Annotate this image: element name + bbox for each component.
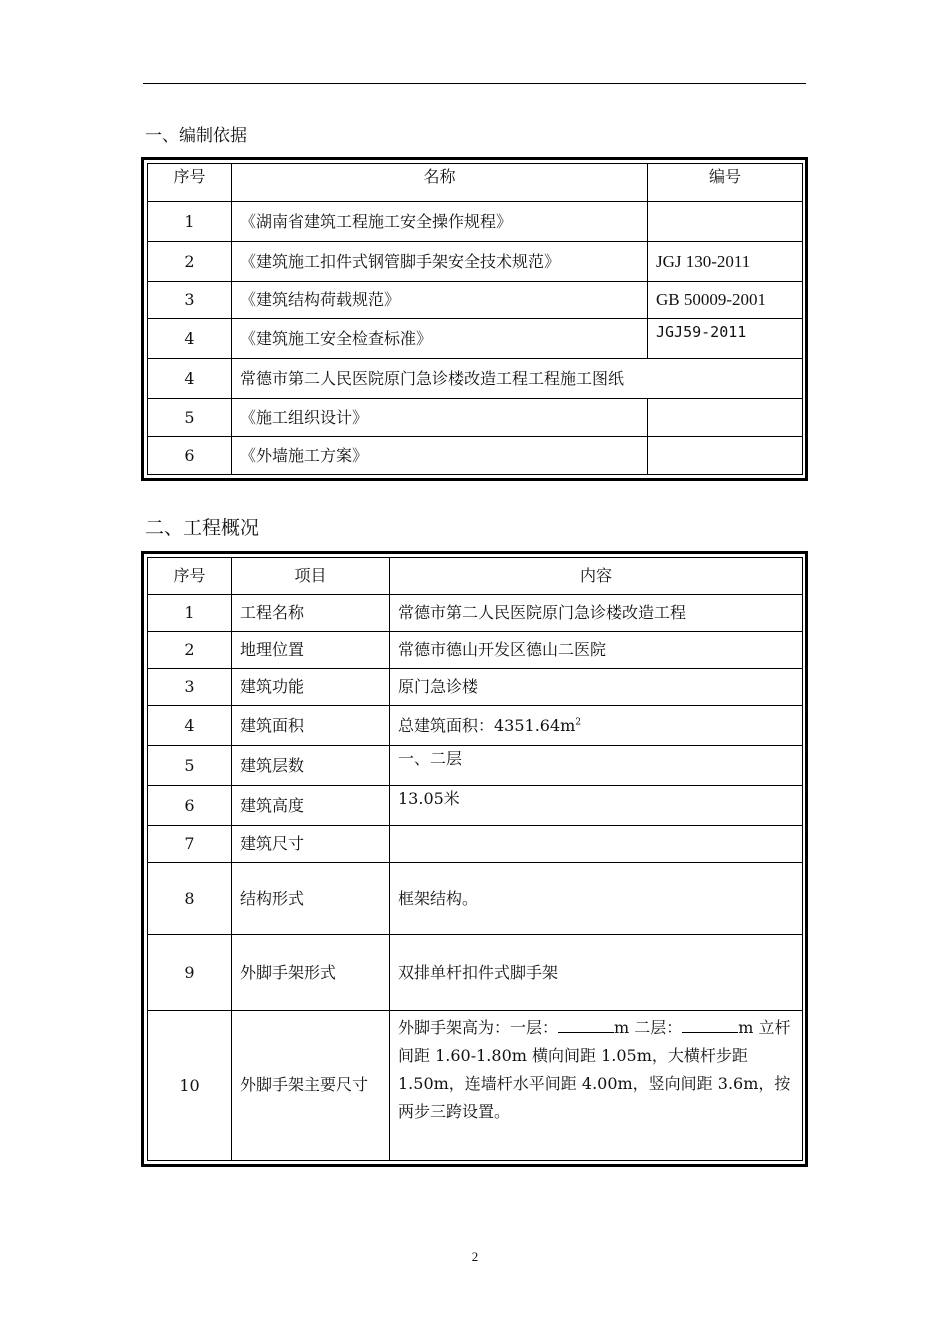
basis-table	[141, 157, 808, 481]
row-code	[648, 437, 803, 475]
row-item: 建筑面积	[232, 706, 390, 746]
scaffold-text-b: m 二层：	[614, 1018, 683, 1037]
table-row	[148, 669, 803, 706]
row-item: 地理位置	[232, 632, 390, 669]
row-content	[390, 706, 803, 746]
header-rule	[143, 83, 806, 84]
header-no: 序号	[148, 164, 232, 202]
row-no: 3	[148, 282, 232, 319]
row-name: 《外墙施工方案》	[232, 437, 648, 475]
table-row	[148, 826, 803, 863]
scaffold-text-c: m 立杆间距 1.60-1.80m 横向间距 1.05m，大横杆步距 1.50m，连墙杆水平间距 4.00m，竖向间距 3.6m，按两步三跨设置。	[398, 1018, 791, 1121]
row-no: 5	[148, 746, 232, 786]
header-content: 内容	[390, 558, 803, 595]
row-item: 工程名称	[232, 595, 390, 632]
row-no: 4	[148, 359, 232, 399]
area-text: 总建筑面积：4351.64m	[398, 715, 576, 735]
row-code	[648, 202, 803, 242]
blank-line	[558, 1018, 614, 1033]
row-name: 《湖南省建筑工程施工安全操作规程》	[232, 202, 648, 242]
header-code: 编号	[648, 164, 803, 202]
area-superscript: 2	[575, 717, 582, 728]
row-name: 《建筑结构荷载规范》	[232, 282, 648, 319]
table-row	[148, 319, 803, 359]
row-content: 一、二层	[390, 746, 803, 786]
table-row	[148, 359, 803, 399]
header-item: 项目	[232, 558, 390, 595]
row-item: 外脚手架主要尺寸	[232, 1011, 390, 1161]
scaffold-text-a: 外脚手架高为：一层：	[398, 1018, 559, 1037]
row-no: 7	[148, 826, 232, 863]
row-code	[648, 399, 803, 437]
table-header-row	[148, 164, 803, 202]
row-code: JGJ59-2011	[648, 319, 803, 359]
table-row	[148, 935, 803, 1011]
row-no: 2	[148, 632, 232, 669]
row-item: 建筑尺寸	[232, 826, 390, 863]
row-code: JGJ 130-2011	[648, 242, 803, 282]
section-title-basis: 一、编制依据	[145, 126, 247, 146]
row-content	[390, 1011, 803, 1161]
header-name: 名称	[232, 164, 648, 202]
header-no: 序号	[148, 558, 232, 595]
row-no: 2	[148, 242, 232, 282]
row-no: 5	[148, 399, 232, 437]
row-content: 原门急诊楼	[390, 669, 803, 706]
row-item: 建筑层数	[232, 746, 390, 786]
row-no: 9	[148, 935, 232, 1011]
table-row	[148, 399, 803, 437]
row-code: GB 50009-2001	[648, 282, 803, 319]
row-item: 建筑功能	[232, 669, 390, 706]
row-item: 结构形式	[232, 863, 390, 935]
row-item: 外脚手架形式	[232, 935, 390, 1011]
table-row	[148, 863, 803, 935]
row-no: 4	[148, 706, 232, 746]
row-no: 1	[148, 595, 232, 632]
row-no: 3	[148, 669, 232, 706]
row-content: 常德市德山开发区德山二医院	[390, 632, 803, 669]
row-no: 8	[148, 863, 232, 935]
row-content	[390, 826, 803, 863]
table-row	[148, 746, 803, 786]
table-row	[148, 1011, 803, 1161]
row-no: 6	[148, 786, 232, 826]
row-name: 常德市第二人民医院原门急诊楼改造工程工程施工图纸	[232, 359, 803, 399]
row-no: 4	[148, 319, 232, 359]
table-row	[148, 282, 803, 319]
page-number: 2	[471, 1249, 479, 1264]
table-row	[148, 202, 803, 242]
table-row	[148, 595, 803, 632]
row-name: 《建筑施工扣件式钢管脚手架安全技术规范》	[232, 242, 648, 282]
table-row	[148, 242, 803, 282]
table-row	[148, 706, 803, 746]
row-item: 建筑高度	[232, 786, 390, 826]
table-row	[148, 437, 803, 475]
row-content: 常德市第二人民医院原门急诊楼改造工程	[390, 595, 803, 632]
row-name: 《施工组织设计》	[232, 399, 648, 437]
row-content: 13.05米	[390, 786, 803, 826]
section-title-overview: 二、工程概况	[145, 517, 260, 539]
table-header-row	[148, 558, 803, 595]
table-row	[148, 786, 803, 826]
row-content: 双排单杆扣件式脚手架	[390, 935, 803, 1011]
row-no: 6	[148, 437, 232, 475]
blank-line	[682, 1018, 738, 1033]
row-content: 框架结构。	[390, 863, 803, 935]
table-row	[148, 632, 803, 669]
overview-table	[141, 551, 808, 1167]
row-name: 《建筑施工安全检查标准》	[232, 319, 648, 359]
row-no: 1	[148, 202, 232, 242]
row-no: 10	[148, 1011, 232, 1161]
